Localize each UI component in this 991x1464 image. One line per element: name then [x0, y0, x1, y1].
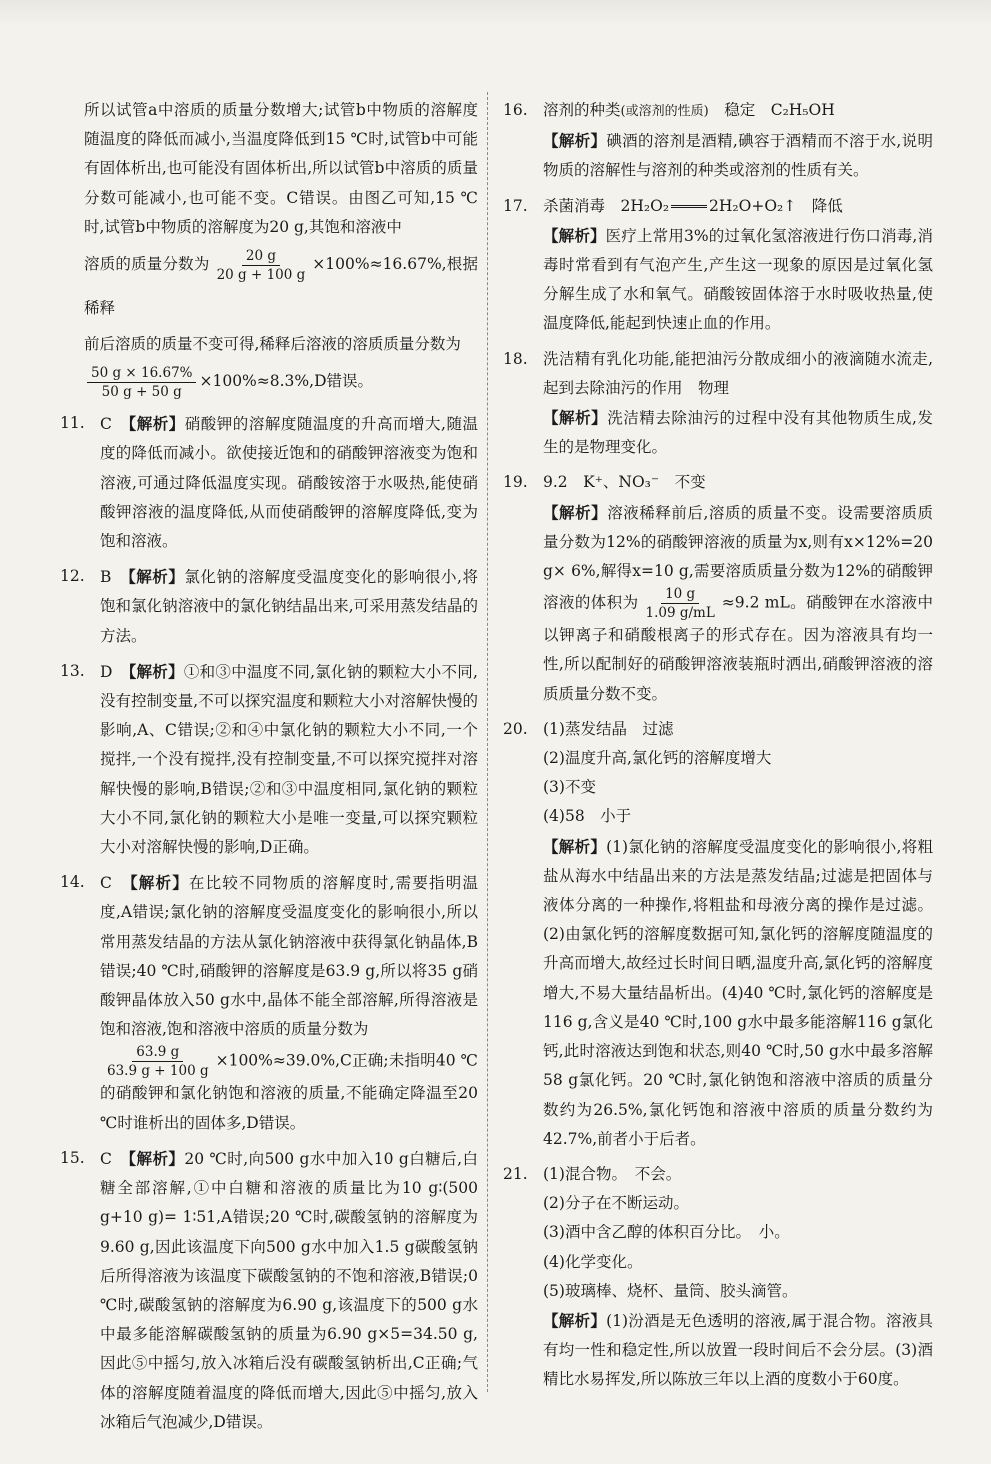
q10-fraction-line-1: 溶质的质量分数为 $\frac{20 g}{20 g + 100 g}$ ×100%≈16.67%,根据稀释: [84, 247, 478, 318]
fraction-dilution: $\frac{50 g \times 16.67\%}{50 g + 50 g}$: [87, 365, 196, 400]
question-19: 19. 9.2 K⁺、NO₃⁻ 不变 【解析】溶液稀释前后,溶质的质量不变。设需要溶质质量分数为12%的硝酸钾溶液的质量为x,则有x×12%=20 g× 6%,解得x=10 g,需要溶质质量分数为12%的硝酸钾溶液的体积为 $\frac{10 g}{1.09 g/mL}$ ≈9.2 mL。硝酸钾在水溶液中以钾离子和硝酸根离子的形式存在。因为溶液具有均一性,所以配制好的硝酸钾溶液装瓶时洒出,硝酸钾溶液的溶质质量分数不变。: [503, 473, 933, 703]
q10-text-3: 前后溶质的质量不变可得,稀释后溶液的溶质质量分数为: [84, 335, 461, 354]
question-12: 12. B 【解析】氯化钠的溶解度受温度变化的影响很小,将饱和氯化钠溶液中的氯化钠结晶出来,可采用蒸发结晶的方法。: [60, 567, 478, 645]
question-11: 11. C 【解析】硝酸钾的溶解度随温度的升高而增大,随温度的降低而减小。欲使接近饱和的硝酸钾溶液变为饱和溶液,可通过降低温度实现。硝酸铵溶于水吸热,能使硝酸钾溶液的温度降低,从而使硝酸钾的溶解度降低,变为饱和溶液。: [60, 414, 478, 551]
equation-equals-sign: [671, 205, 707, 208]
decomposition-equation: 2H₂O₂ 2H₂O+O₂↑: [620, 196, 797, 215]
q10-fraction-line-2: $\frac{50 g \times 16.67\%}{50 g + 50 g}$ ×100%≈8.3%,D错误。: [60, 359, 478, 403]
question-16: 16. 溶剂的种类(或溶剂的性质) 稳定 C₂H₅OH 【解析】碘酒的溶剂是酒精,碘容于酒精而不溶于水,说明物质的溶解性与溶剂的种类或溶剂的性质有关。: [503, 101, 933, 180]
question-14: 14. C 【解析】在比较不同物质的溶解度时,需要指明温度,A错误;氯化钠的溶解度受温度变化的影响很小,所以常用蒸发结晶的方法从氯化钠溶液中获得氯化钠晶体,B错误;40 ℃时,硝酸钾的溶解度是63.9 g,所以将35 g硝酸钾晶体放入50 g水中,晶体不能全部溶解,所得溶液是饱和溶液,饱和溶液中溶质的质量分数为 $\frac{63.9 g}{63.9 g + 100 g}$ ×100%≈39.0%,C正确;未指明40 ℃的硝酸钾和氯化钠饱和溶液的质量,不能确定降温至20 ℃时谁析出的固体多,D错误。: [60, 873, 478, 1132]
question-18: 18. 洗洁精有乳化功能,能把油污分散成细小的液滴随水流走,起到去除油污的作用 物理 【解析】洗洁精去除油污的过程中没有其他物质生成,发生的是物理变化。: [503, 349, 933, 457]
fraction-kno3: $\frac{63.9 g}{63.9 g + 100 g}$: [107, 1044, 209, 1080]
left-column: [60, 96, 478, 1437]
fraction-20g: $\frac{20 g}{20 g + 100 g}$: [216, 247, 306, 283]
fraction-volume: $\frac{10 g}{1.09 g/mL}$: [645, 586, 715, 622]
question-20: 20. (1)蒸发结晶 过滤 (2)温度升高,氯化钙的溶解度增大 (3)不变 (4)58 小于 【解析】(1)氯化钠的溶解度受温度变化的影响很小,将粗盐从海水中结晶出来的方法是蒸发结晶;过滤是把固体与液体分离的一种操作,将粗盐和母液分离的操作是过滤。(2)由氯化钙的溶解度数据可知,氯化钙的溶解度随温度的升高而增大,故经过长时间日晒,温度升高,氯化钙的溶解度增大,不易大量结晶析出。(4)40 ℃时,氯化钙的溶解度是116 g,含义是40 ℃时,100 g水中最多能溶解116 g氯化钙,此时溶液达到饱和状态,则40 ℃时,50 g水中最多溶解58 g氯化钙。20 ℃时,氯化钠饱和溶液中溶质的质量分数约为26.5%,氯化钙饱和溶液中溶质的质量分数约为42.7%,前者小于后者。: [503, 719, 933, 1148]
question-21: 21. (1)混合物。 不会。 (2)分子在不断运动。 (3)酒中含乙醇的体积百分比。 小。 (4)化学变化。 (5)玻璃棒、烧杯、量筒、胶头滴管。 【解析】(1)汾酒是无色透明的溶液,属于混合物。溶液具有均一性和稳定性,所以放置一段时间后不会分层。(3)酒精比水易挥发,所以陈放三年以上酒的度数小于60度。: [503, 1164, 933, 1389]
right-column: [503, 96, 933, 1395]
question-17: 17. 杀菌消毒 2H₂O₂ 2H₂O+O₂↑ 降低 【解析】医疗上常用3%的过氧化氢溶液进行伤口消毒,消毒时常看到有气泡产生,产生这一现象的原因是过氧化氢分解生成了水和氧气。硝酸铵固体溶于水时吸收热量,使温度降低,能起到快速止血的作用。: [503, 192, 933, 339]
question-13: 13. D 【解析】①和③中温度不同,氯化钠的颗粒大小不同,没有控制变量,不可以探究温度和颗粒大小对溶解快慢的影响,A、C错误;②和④中氯化钠的颗粒大小不同,一个搅拌,一个没有搅拌,没有控制变量,不可以探究搅拌对溶解快慢的影响,B错误;②和③中温度相同,氯化钠的颗粒大小不同,氯化钠的颗粒大小是唯一变量,可以探究颗粒大小对溶解快慢的影响,D正确。: [60, 661, 478, 857]
q10-continuation: 所以试管a中溶质的质量分数增大;试管b中物质的溶解度随温度的降低而减小,当温度降低到15 ℃时,试管b中可能有固体析出,也可能没有固体析出,所以试管b中溶质的质量分数可能减小,也可能不变。C错误。由图乙可知,15 ℃时,试管b中物质的溶解度为20 g,其饱和溶液中: [84, 101, 478, 236]
page-top-edge: [0, 0, 991, 26]
question-15: 15. C 【解析】20 ℃时,向500 g水中加入10 g白糖后,白糖全部溶解,①中白糖和溶液的质量比为10 g∶(500 g+10 g)= 1∶51,A错误;20 ℃时,碳酸氢钠的溶解度为9.60 g,因此该温度下向500 g水中加入1.5 g碳酸氢钠后所得溶液为该温度下碳酸氢钠的不饱和溶液,B错误;0 ℃时,碳酸氢钠的溶解度为6.90 g,该温度下的500 g水中最多能溶解碳酸氢钠的质量为6.90 g×5=34.50 g,因此⑤中摇匀,放入冰箱后没有碳酸氢钠析出,C正确;气体的溶解度随着温度的降低而增大,因此⑤中摇匀,放入冰箱后气泡减少,D错误。: [60, 1148, 478, 1431]
column-divider: [487, 92, 489, 1392]
